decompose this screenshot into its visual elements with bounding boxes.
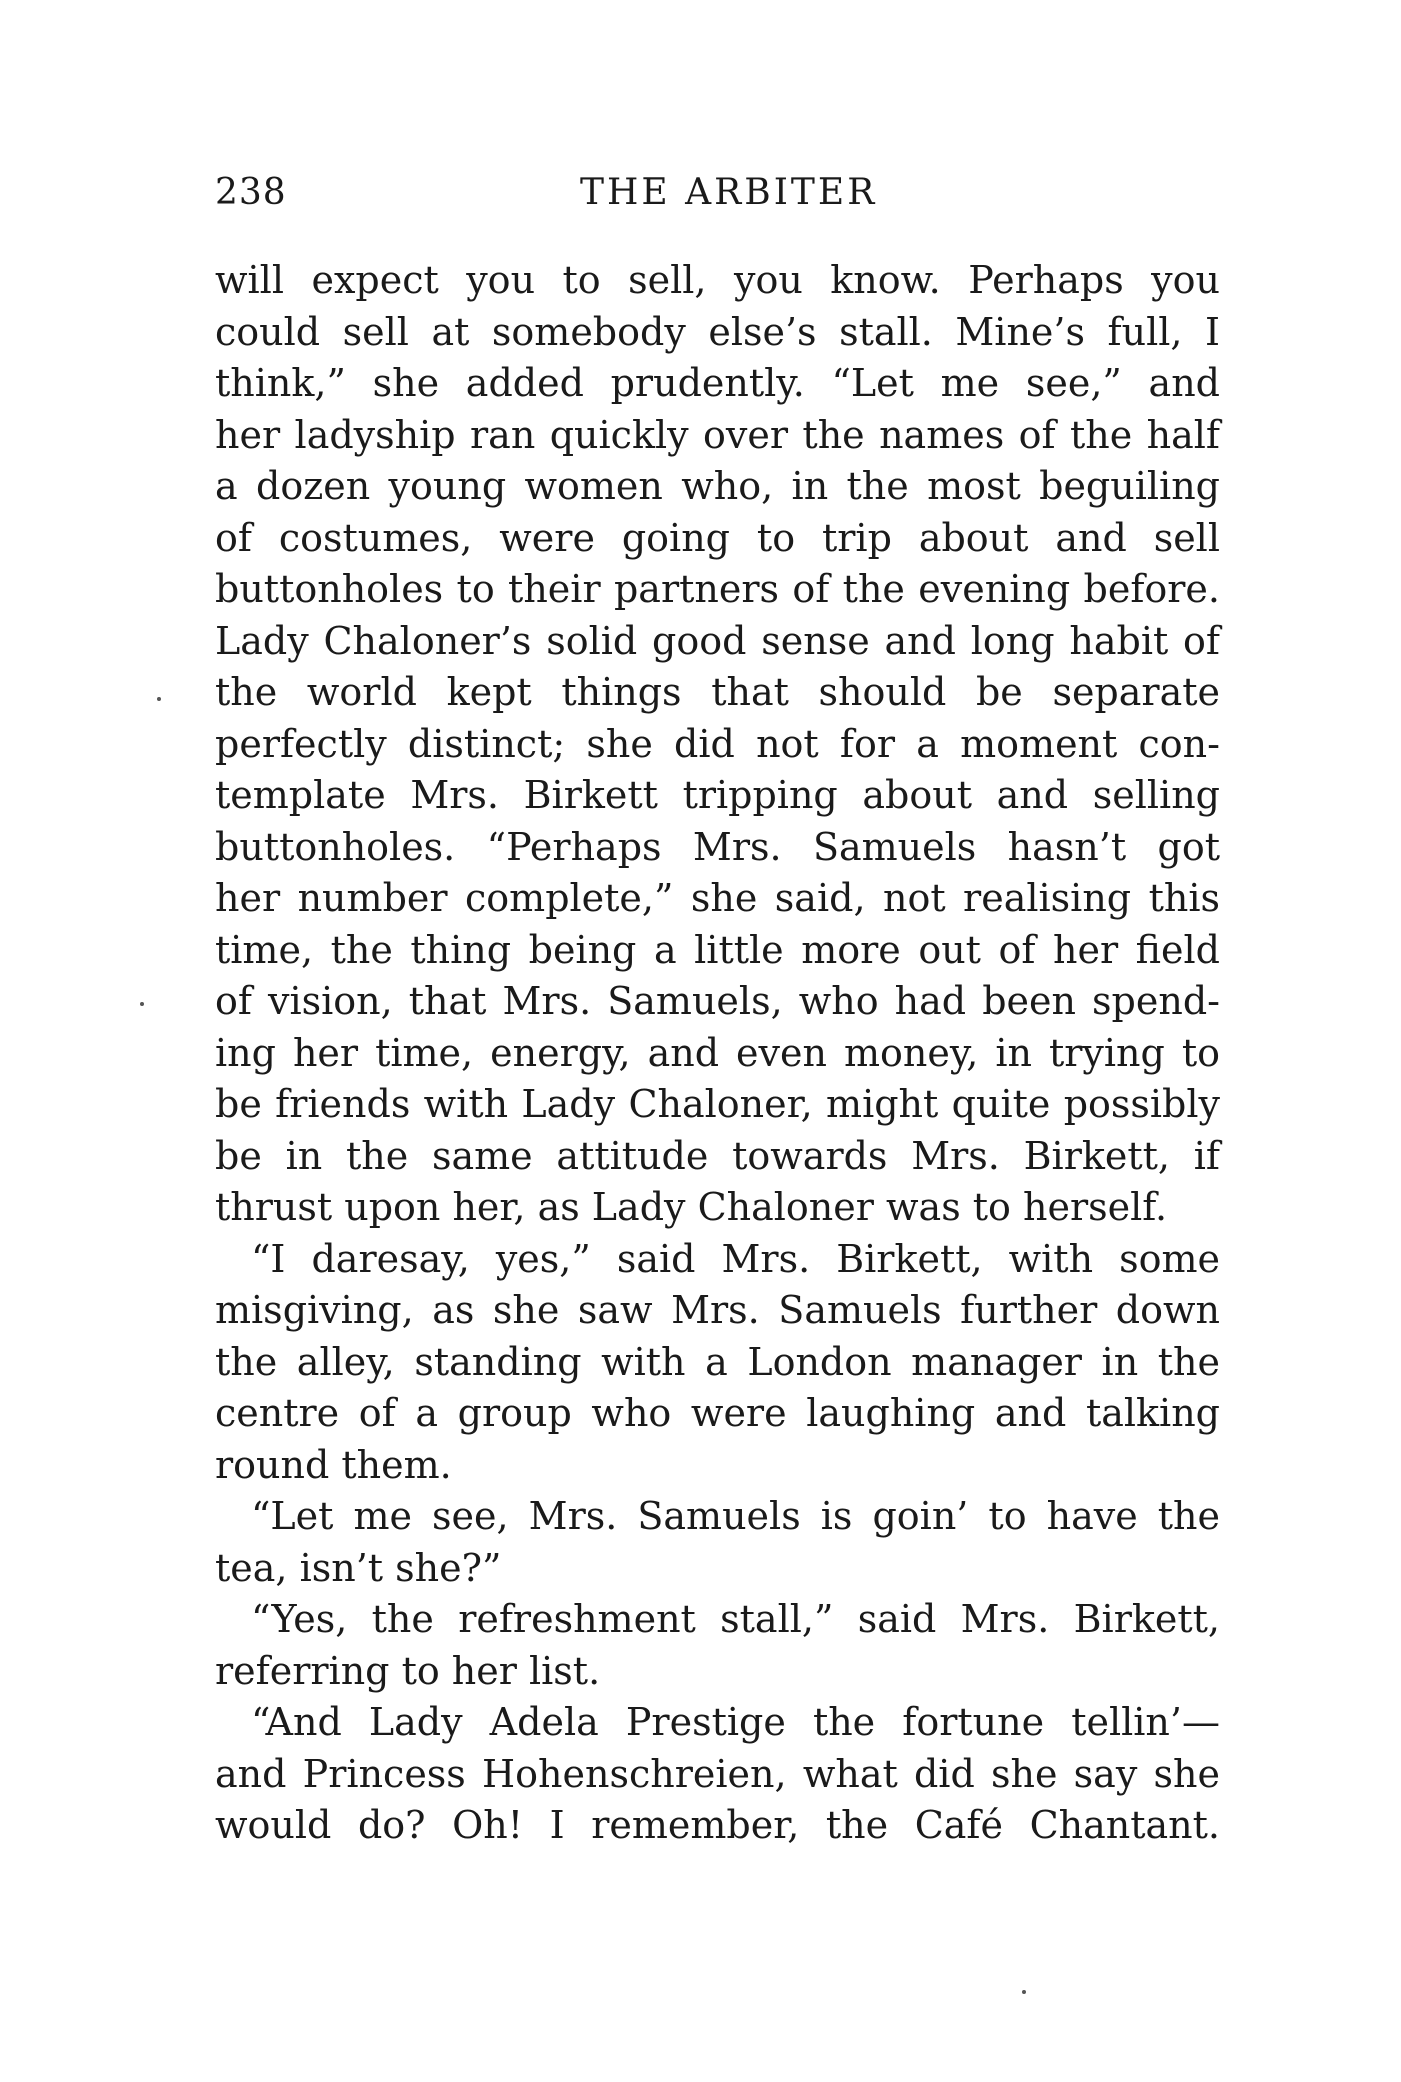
text-line: a dozen young women who, in the most beguiling [215,464,1220,508]
text-line: be in the same attitude towards Mrs. Birkett, if [215,1133,1220,1178]
text-line: “And Lady Adela Prestige the fortune tellin’— [251,1700,1220,1744]
text-line: perfectly distinct; she did not for a moment con- [215,721,1220,766]
text-line: buttonholes. “Perhaps Mrs. Samuels hasn’t got [215,824,1220,869]
running-header [215,168,1220,218]
text-line: “Yes, the refreshment stall,” said Mrs. Birkett, [251,1597,1220,1641]
text-line: “Let me see, Mrs. Samuels is goin’ to have the [251,1494,1220,1538]
scan-speck [157,697,161,701]
text-line: ing her time, energy, and even money, in trying to [215,1030,1220,1075]
text-line: “I daresay, yes,” said Mrs. Birkett, with some [251,1236,1220,1281]
text-line: Lady Chaloner’s solid good sense and long habit of [215,618,1220,663]
scan-speck [140,1002,144,1006]
text-line: think,” she added prudently. “Let me see,” and [215,361,1220,405]
page-number: 238 [215,172,287,213]
text-line: template Mrs. Birkett tripping about and selling [215,773,1220,817]
text-line: her number complete,” she said, not realising this [215,876,1220,920]
text-line: tea, isn’t she?” [215,1545,502,1590]
text-line: thrust upon her, as Lady Chaloner was to herself. [215,1185,1168,1229]
text-line: buttonholes to their partners of the evening before. [215,567,1220,611]
text-line: could sell at somebody else’s stall. Mine’s full, I [215,309,1220,354]
text-line: of vision, that Mrs. Samuels, who had been spend- [215,979,1220,1023]
running-title: THE ARBITER [580,172,878,213]
body-text [215,255,1220,1852]
text-line: the alley, standing with a London manager in the [215,1339,1220,1384]
text-line: be friends with Lady Chaloner, might quite possibly [215,1082,1220,1126]
text-line: time, the thing being a little more out of her field [215,927,1220,972]
text-line: the world kept things that should be separate [215,670,1220,714]
text-line: centre of a group who were laughing and talking [215,1391,1220,1435]
text-line: and Princess Hohenschreien, what did she say she [215,1751,1220,1796]
text-line: her ladyship ran quickly over the names of the half [215,412,1220,457]
text-line: would do? Oh! I remember, the Café Chantant. [215,1803,1220,1847]
text-line: will expect you to sell, you know. Perhaps you [215,258,1220,302]
text-line: round them. [215,1442,452,1487]
scan-speck [1022,1990,1026,1994]
text-line: of costumes, were going to trip about and sell [215,515,1220,560]
text-line: misgiving, as she saw Mrs. Samuels further down [215,1288,1220,1332]
text-line: referring to her list. [215,1648,601,1693]
